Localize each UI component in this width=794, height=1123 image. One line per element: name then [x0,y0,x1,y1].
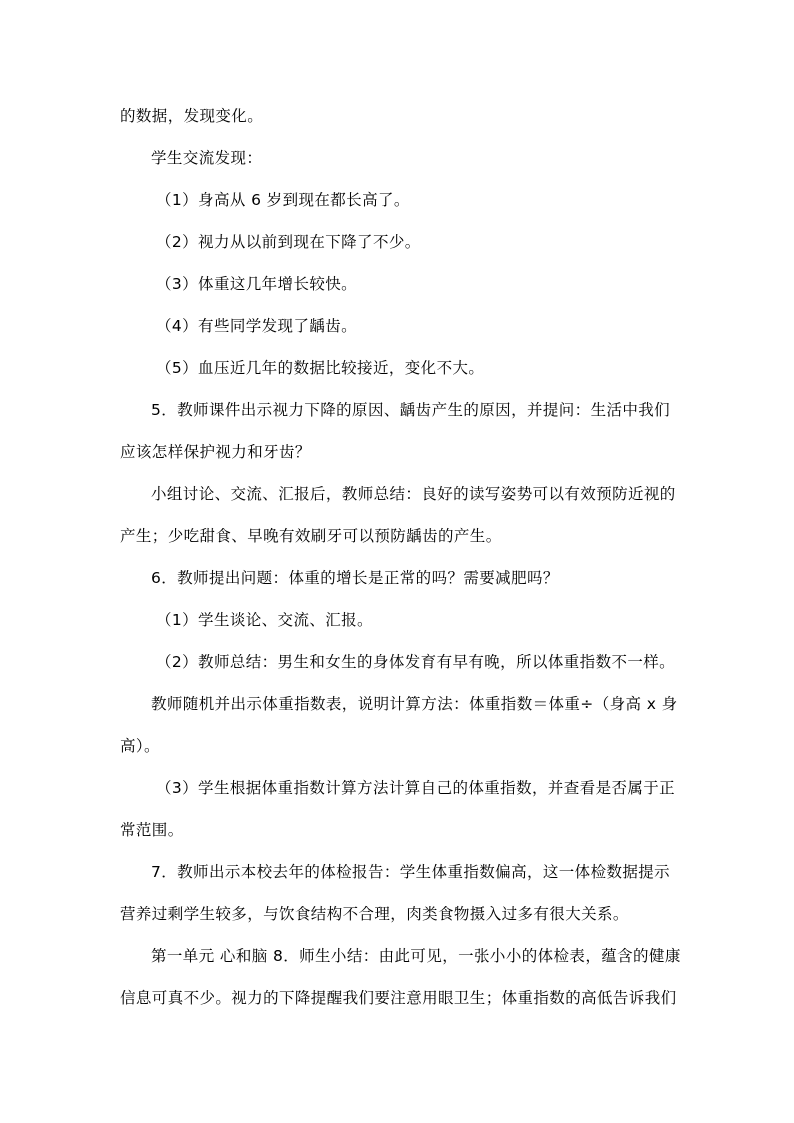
paragraph-line: 5．教师课件出示视力下降的原因、龋齿产生的原因，并提问：生活中我们 [151,401,671,419]
paragraph-line: 学生交流发现： [151,149,263,167]
list-item: （5）血压近几年的数据比较接近，变化不大。 [156,359,485,377]
list-item: （2）视力从以前到现在下降了不少。 [156,233,421,251]
list-item: （4）有些同学发现了龋齿。 [156,317,358,335]
paragraph-line: 小组讨论、交流、汇报后，教师总结：良好的读写姿势可以有效预防近视的 [151,485,676,503]
paragraph-line: 高）。 [120,737,160,755]
list-item: （2）教师总结：男生和女生的身体发育有早有晚，所以体重指数不一样。 [156,653,676,671]
paragraph-line: 应该怎样保护视力和牙齿？ [120,443,311,461]
paragraph-line: 营养过剩学生较多，与饮食结构不合理，肉类食物摄入过多有很大关系。 [120,905,629,923]
paragraph-line: 7．教师出示本校去年的体检报告：学生体重指数偏高，这一体检数据提示 [151,863,671,881]
paragraph-line: 教师随机并出示体重指数表，说明计算方法：体重指数＝体重÷（身高 x 身 [151,695,678,713]
paragraph-line: 第一单元 心和脑 8．师生小结：由此可见，一张小小的体检表，蕴含的健康 [151,947,681,965]
list-item: （3）体重这几年增长较快。 [156,275,358,293]
list-item: （1）身高从 6 岁到现在都长高了。 [156,191,410,209]
paragraph-line: 信息可真不少。视力的下降提醒我们要注意用眼卫生；体重指数的高低告诉我们 [120,989,677,1007]
paragraph-line: 的数据，发现变化。 [120,107,264,125]
paragraph-line: 6．教师提出问题：体重的增长是正常的吗？需要减肥吗？ [151,569,559,587]
list-item: （1）学生谈论、交流、汇报。 [156,611,373,629]
list-item: （3）学生根据体重指数计算方法计算自己的体重指数，并查看是否属于正 [156,779,676,797]
paragraph-line: 产生；少吃甜食、早晚有效刷牙可以预防龋齿的产生。 [120,527,502,545]
paragraph-line: 常范围。 [120,821,184,839]
